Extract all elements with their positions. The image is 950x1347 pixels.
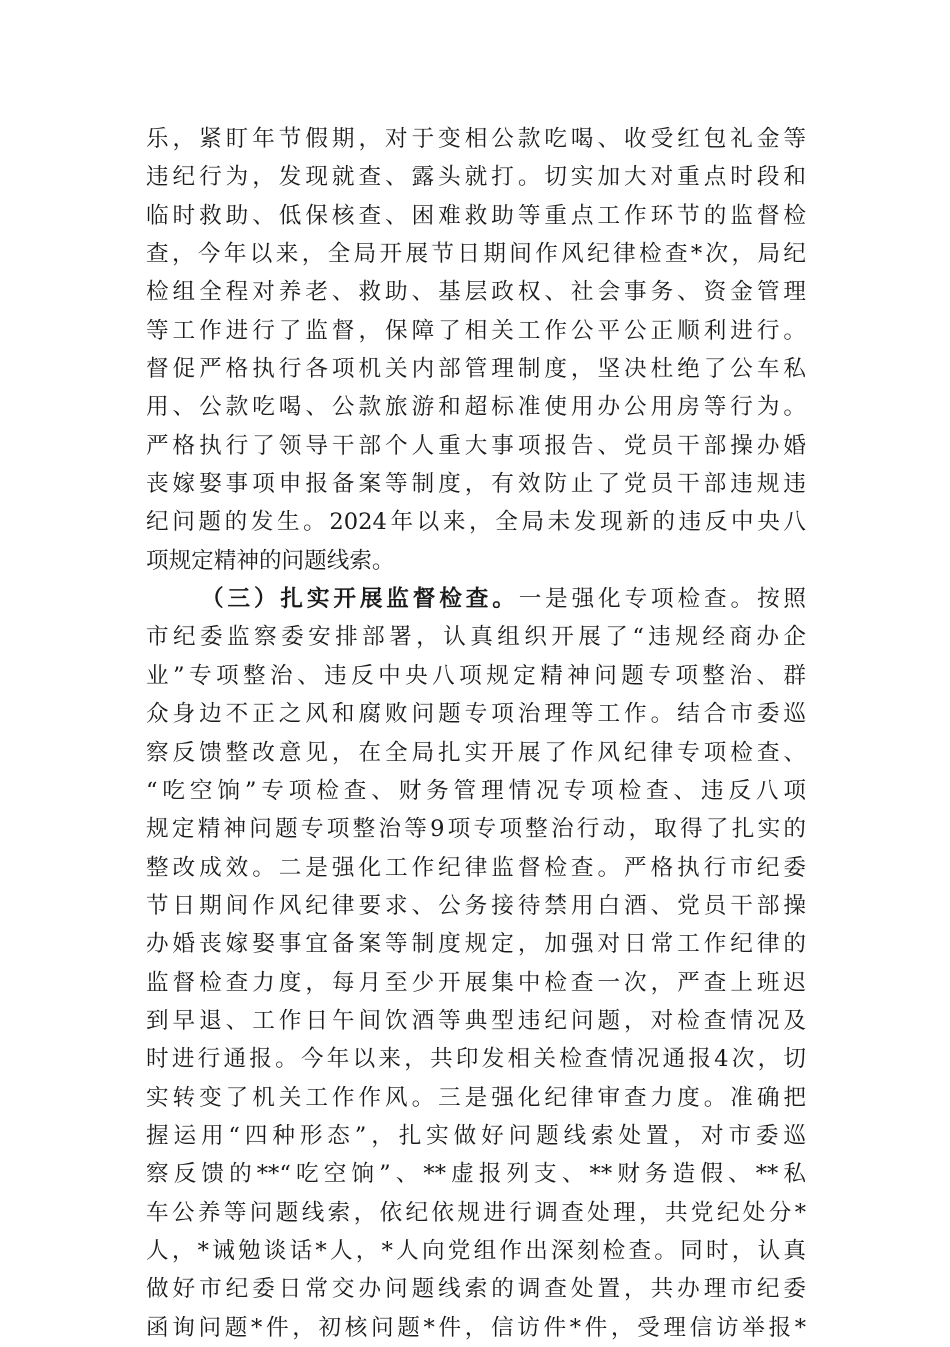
text-line: 函询问题*件，初核问题*件，信访件*件，受理信访举报*	[146, 1314, 806, 1341]
text-line: “吃空饷”专项检查、财务管理情况专项检查、违反八项	[146, 777, 806, 804]
text-line: 规定精神问题专项整治等9项专项整治行动，取得了扎实的	[146, 816, 806, 843]
text-line: 市纪委监察委安排部署，认真组织开展了“违规经商办企	[146, 624, 806, 651]
text-line: 做好市纪委日常交办问题线索的调查处置，共办理市纪委	[146, 1276, 806, 1303]
text-line: 临时救助、低保核查、困难救助等重点工作环节的监督检	[146, 202, 806, 229]
text-line: 纪问题的发生。2024年以来，全局未发现新的违反中央八	[146, 509, 806, 536]
text-line: 检组全程对养老、救助、基层政权、社会事务、资金管理	[146, 279, 806, 306]
text-line: 违纪行为，发现就查、露头就打。切实加大对重点时段和	[146, 164, 806, 191]
text-line: 办婚丧嫁娶事宜备案等制度规定，加强对日常工作纪律的	[146, 931, 806, 958]
text-line: 实转变了机关工作作风。三是强化纪律审查力度。准确把	[146, 1084, 806, 1111]
text-line: 督促严格执行各项机关内部管理制度，坚决杜绝了公车私	[146, 356, 806, 383]
paragraph-1	[146, 120, 806, 580]
text-line: 握运用“四种形态”，扎实做好问题线索处置，对市委巡	[146, 1122, 806, 1149]
paragraph-2	[146, 580, 806, 1347]
text-line: 察反馈整改意见，在全局扎实开展了作风纪律专项检查、	[146, 739, 806, 766]
text-line: 丧嫁娶事项申报备案等制度，有效防止了党员干部违规违	[146, 471, 806, 498]
document-page	[146, 120, 806, 1347]
text-line: 人，*诫勉谈话*人，*人向党组作出深刻检查。同时，认真	[146, 1237, 806, 1264]
section-first-line-text: 一是强化专项检查。按照	[518, 586, 807, 613]
text-line: 用、公款吃喝、公款旅游和超标准使用办公用房等行为。	[146, 394, 806, 421]
section-heading: （三）扎实开展监督检查。	[201, 586, 519, 613]
text-line: 严格执行了领导干部个人重大事项报告、党员干部操办婚	[146, 432, 806, 459]
text-line: 等工作进行了监督，保障了相关工作公平公正顺利进行。	[146, 317, 806, 344]
text-line: 整改成效。二是强化工作纪律监督检查。严格执行市纪委	[146, 854, 806, 881]
text-line: 节日期间作风纪律要求、公务接待禁用白酒、党员干部操	[146, 892, 806, 919]
text-line: 车公养等问题线索，依纪依规进行调查处理，共党纪处分*	[146, 1199, 806, 1226]
text-line: 查，今年以来，全局开展节日期间作风纪律检查*次，局纪	[146, 241, 806, 268]
text-line: 项规定精神的问题线索。	[146, 547, 395, 574]
text-line: 乐，紧盯年节假期，对于变相公款吃喝、收受红包礼金等	[146, 126, 806, 152]
text-line: 察反馈的**“吃空饷”、**虚报列支、**财务造假、**私	[146, 1161, 806, 1188]
text-line: 时进行通报。今年以来，共印发相关检查情况通报4次，切	[146, 1046, 806, 1073]
text-line: 众身边不正之风和腐败问题专项治理等工作。结合市委巡	[146, 701, 806, 728]
section-first-line	[146, 580, 806, 618]
text-line: 监督检查力度，每月至少开展集中检查一次，严查上班迟	[146, 969, 806, 996]
text-line: 业”专项整治、违反中央八项规定精神问题专项整治、群	[146, 662, 806, 689]
text-line: 到早退、工作日午间饮酒等典型违纪问题，对检查情况及	[146, 1007, 806, 1034]
